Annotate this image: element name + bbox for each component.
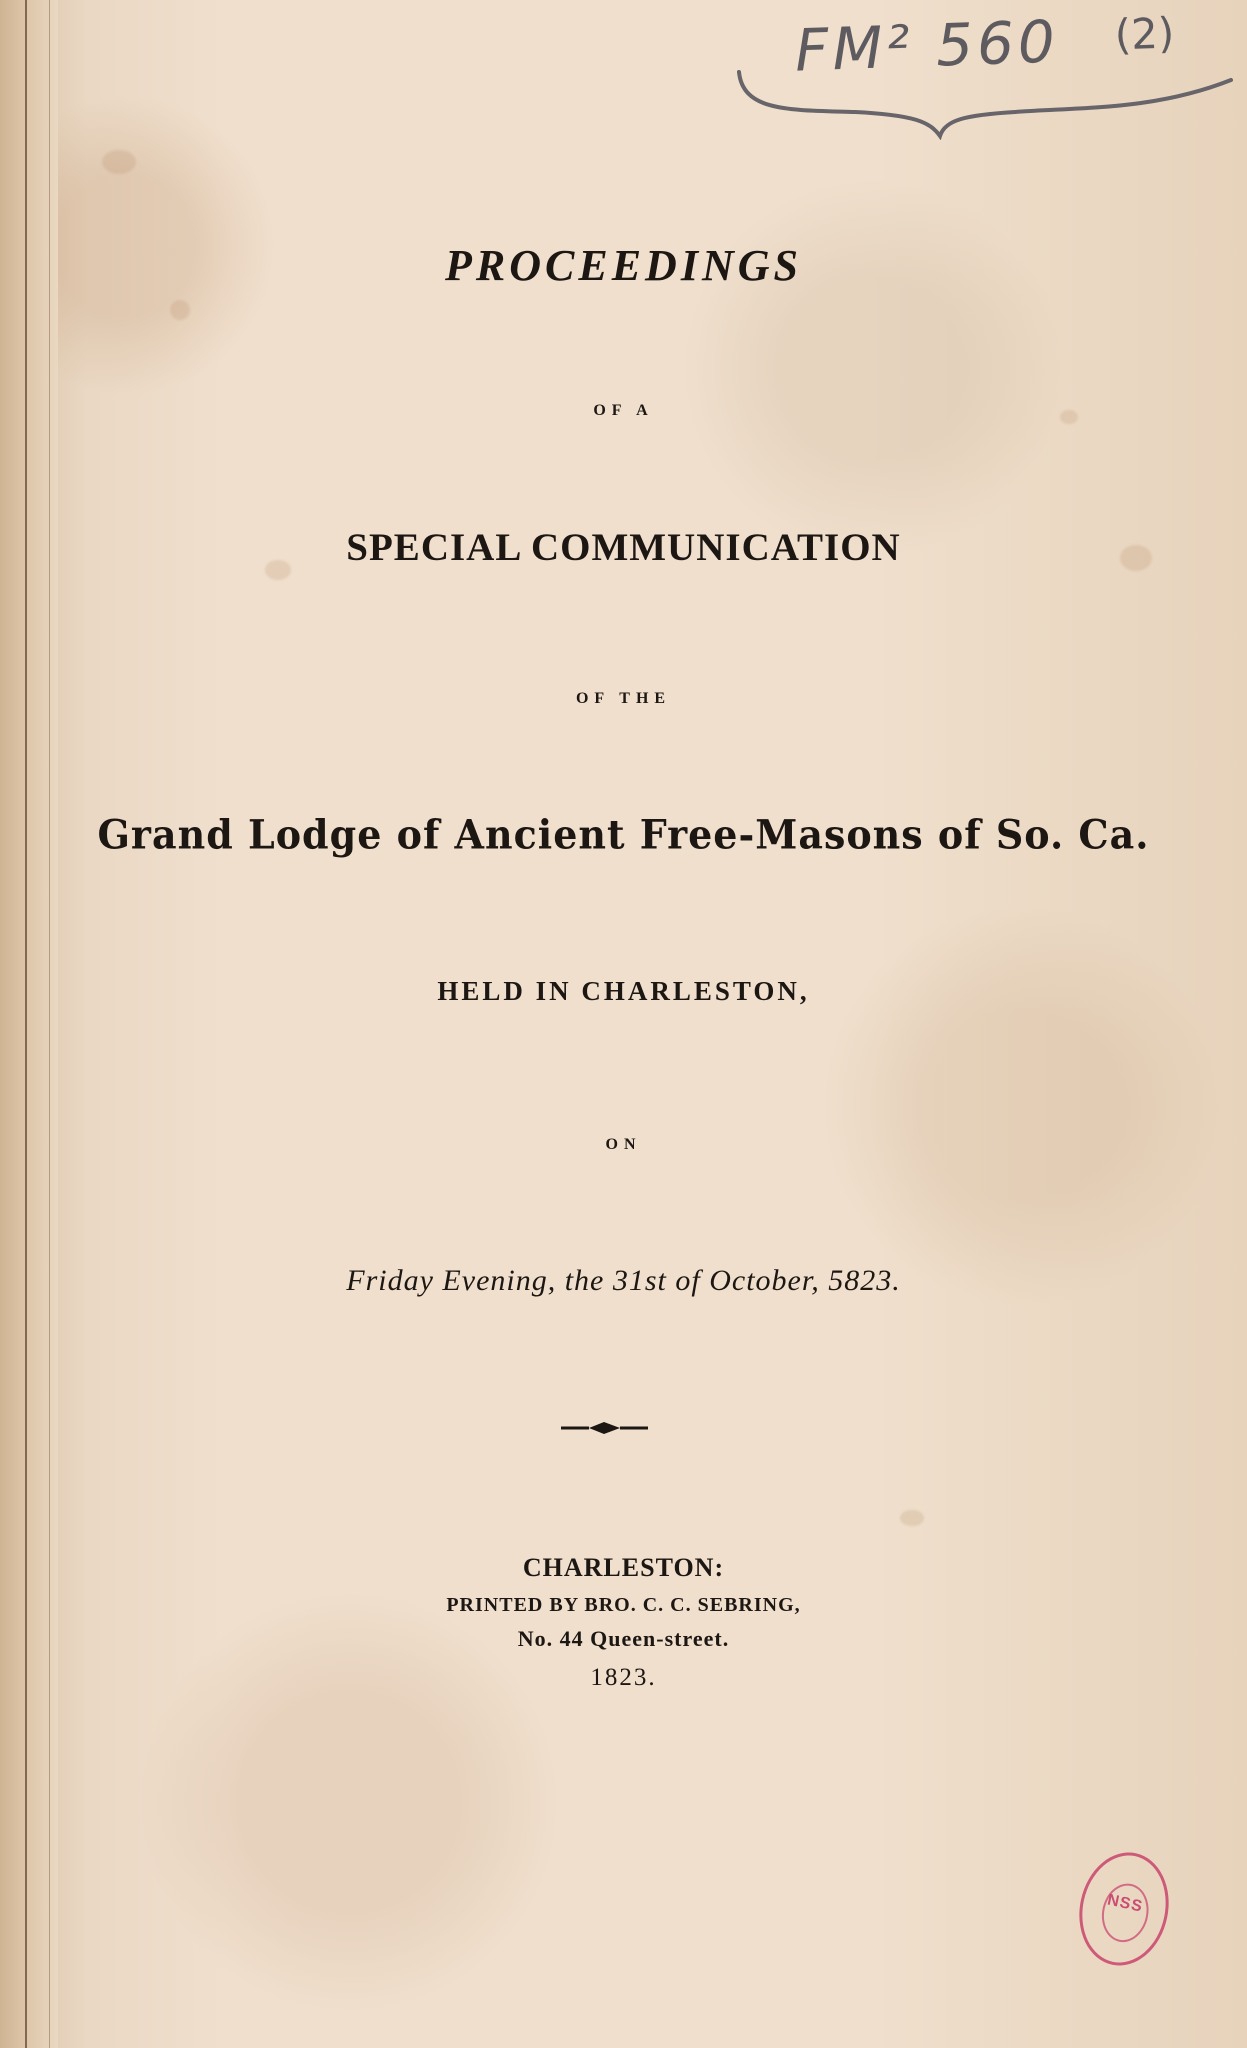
date-connector: ON xyxy=(605,1136,642,1153)
imprint-printer: PRINTED BY BRO. C. C. SEBRING, xyxy=(446,1594,801,1616)
binding-line xyxy=(25,0,27,2048)
paper-stain xyxy=(900,1510,924,1526)
pencil-brace-mark xyxy=(735,60,1235,140)
imprint-city: CHARLESTON: xyxy=(522,1553,725,1582)
organization-name: Grand Lodge of Ancient Free-Masons of So. Ca. xyxy=(97,810,1150,859)
title-connector: OF THE xyxy=(575,690,672,707)
meeting-location: HELD IN CHARLESTON, xyxy=(437,976,810,1006)
library-stamp xyxy=(1069,1844,1179,1974)
document-subtitle: SPECIAL COMMUNICATION xyxy=(346,526,901,569)
paper-stain xyxy=(170,300,190,320)
title-connector: OF A xyxy=(593,402,654,419)
imprint-year: 1823. xyxy=(590,1664,657,1691)
paper-stain xyxy=(102,150,136,174)
stamp-label: NSS xyxy=(1105,1891,1145,1916)
catalog-number: FM² 560 xyxy=(793,7,1060,85)
imprint-address: No. 44 Queen-street. xyxy=(517,1626,730,1651)
catalog-secondary-note: (2) xyxy=(1113,8,1176,60)
decorative-ornament-icon xyxy=(561,1420,648,1436)
meeting-date: Friday Evening, the 31st of October, 5823. xyxy=(346,1264,901,1297)
document-title: PROCEEDINGS xyxy=(445,241,802,290)
binding-inner-line xyxy=(49,0,50,2048)
